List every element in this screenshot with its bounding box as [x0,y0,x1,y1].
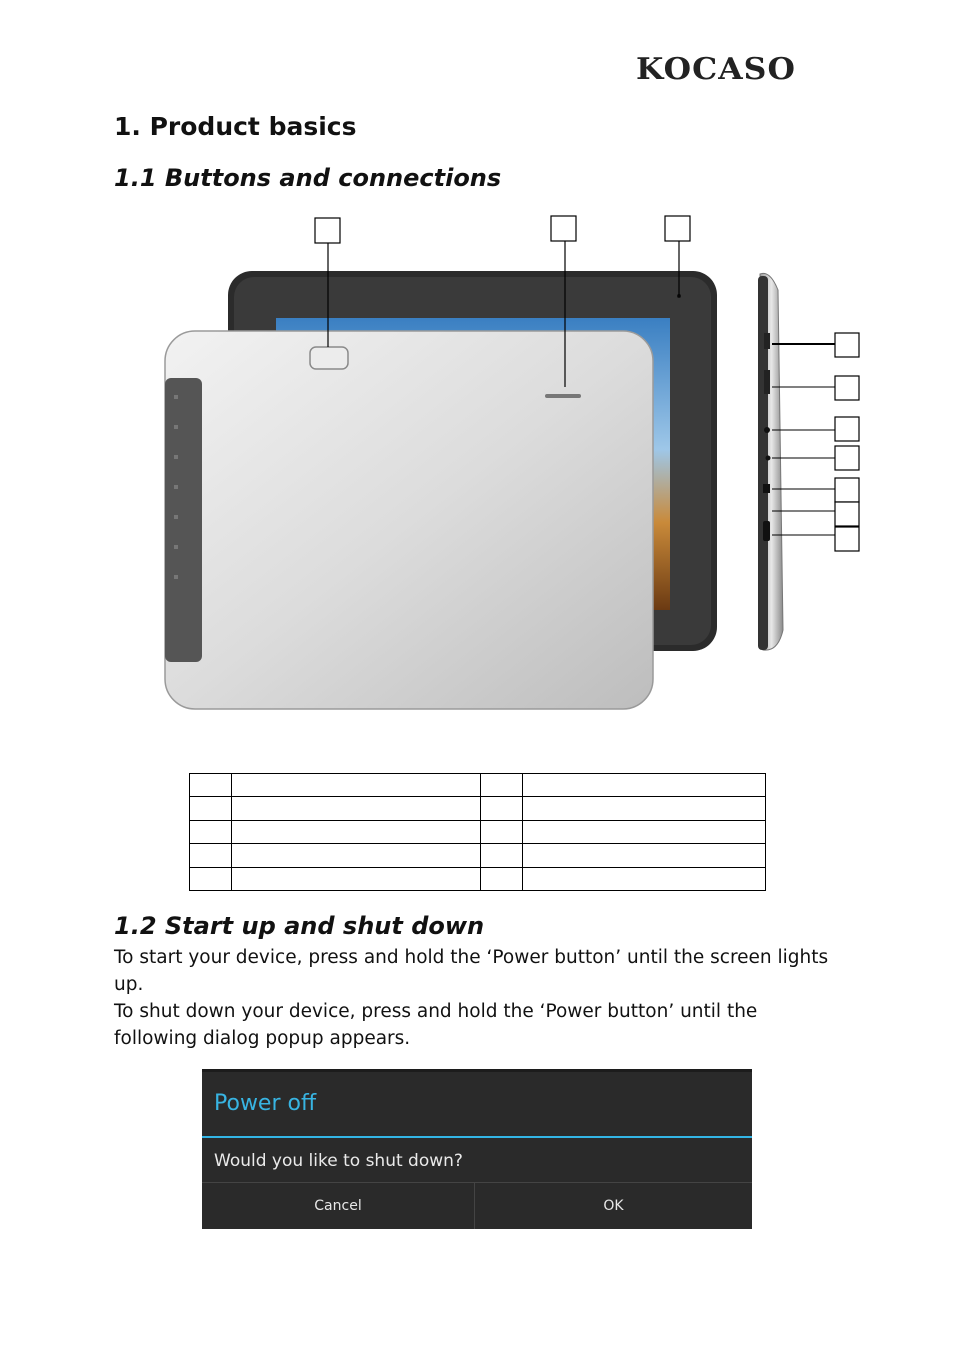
table-row [190,774,766,797]
callout-box [835,376,859,400]
table-row [190,820,766,843]
legend-table [189,773,766,891]
ok-button[interactable]: OK [603,1198,624,1214]
callout-box [835,502,859,526]
brand-logo: KOCASO [636,52,796,87]
cancel-button[interactable]: Cancel [314,1198,362,1214]
dialog-top-edge [202,1069,752,1072]
dialog-message: Would you like to shut down? [214,1151,463,1171]
callout-box [665,216,690,241]
shutdown-paragraph: To shut down your device, press and hold the ‘Power button’ until the following dialog popup appears. [114,1001,758,1049]
tablet-diagram [0,200,954,760]
callout-box [835,527,859,551]
subsection-title-startup: 1.2 Start up and shut down [114,912,485,940]
callout-box [835,333,859,357]
callout-box [835,417,859,441]
startup-paragraph: To start your device, press and hold the ‘Power button’ until the screen lights up. [114,947,829,995]
callout-box [551,216,576,241]
dialog-accent-divider [202,1136,752,1138]
callout-box [315,218,340,243]
dialog-title: Power off [214,1091,317,1116]
power-off-dialog [202,1069,752,1229]
tablet-back [165,331,653,709]
callout-box [835,478,859,502]
subsection-title-buttons: 1.1 Buttons and connections [114,164,502,192]
table-row [190,797,766,820]
section-title: 1. Product basics [114,112,357,141]
callout-box [835,446,859,470]
table-row [190,867,766,890]
tablet-side [758,273,783,650]
table-row [190,844,766,867]
